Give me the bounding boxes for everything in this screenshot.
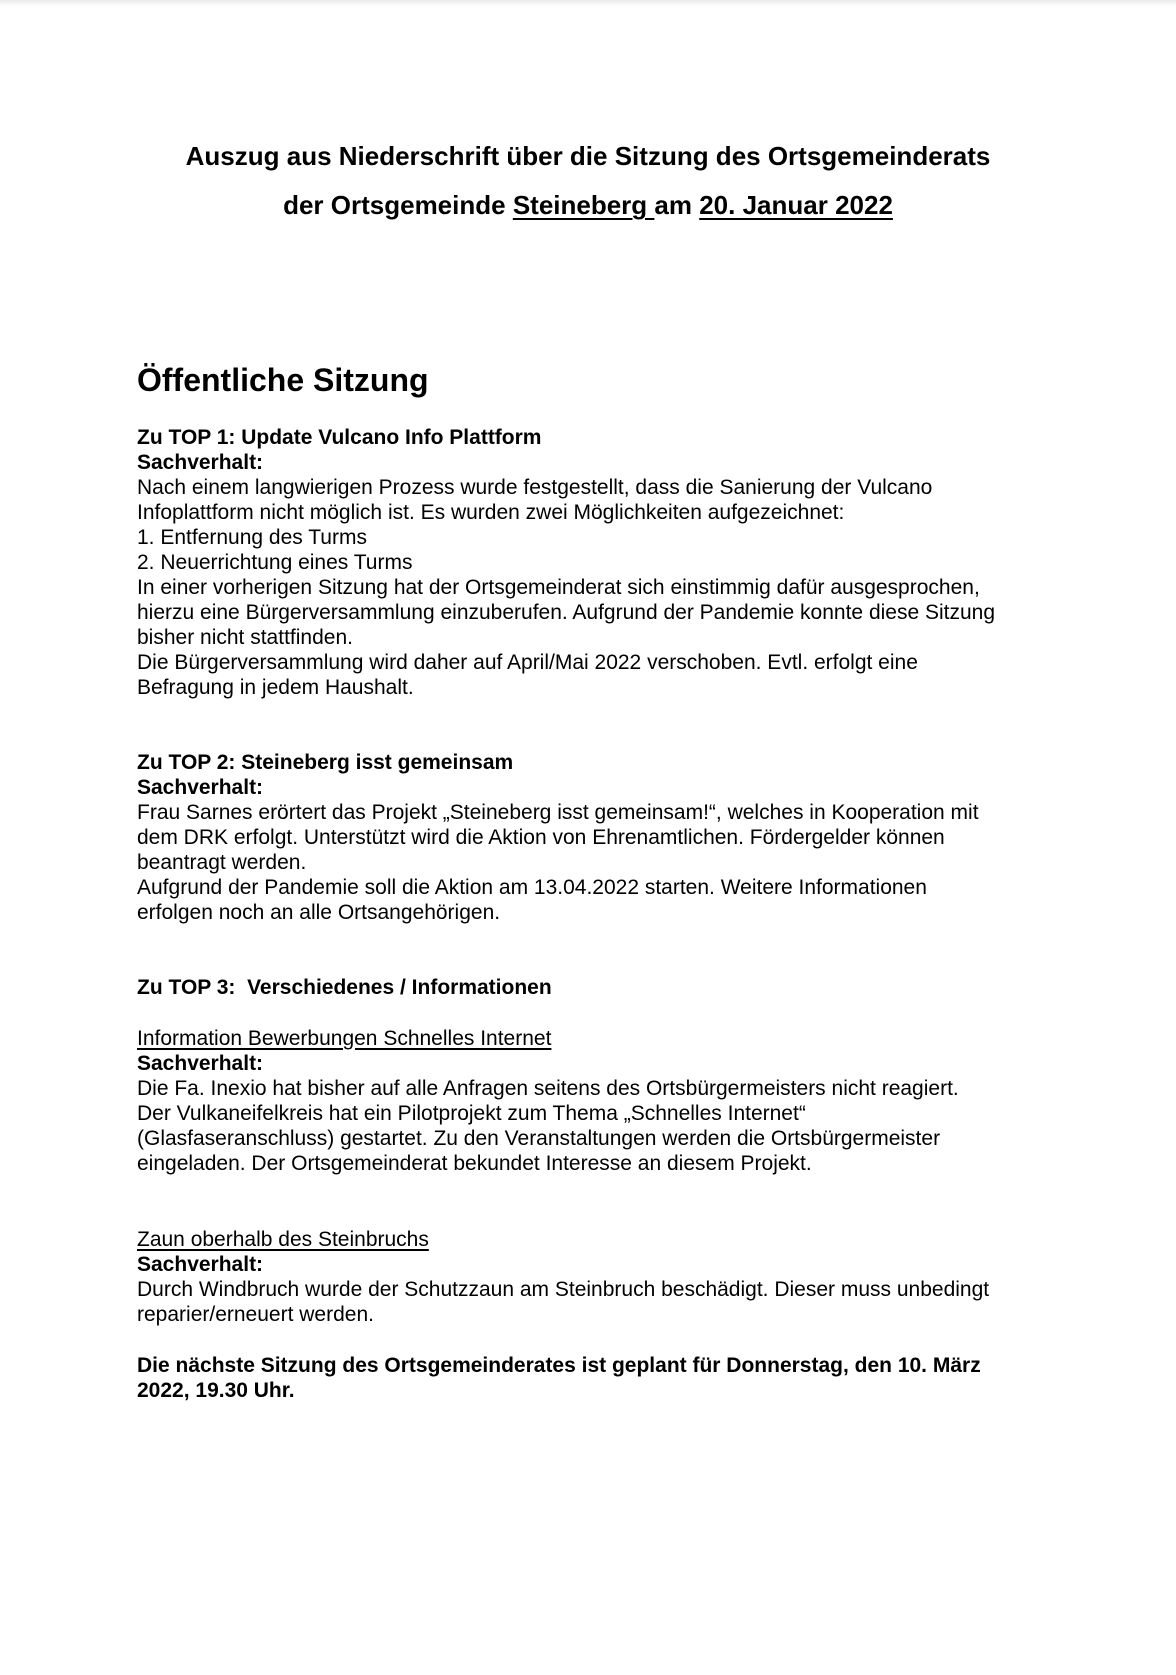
- next-meeting-line: Die nächste Sitzung des Ortsgemeinderates ist geplant für Donnerstag, den 10. März: [137, 1354, 981, 1377]
- top-3-heading: Zu TOP 3: Verschiedenes / Informationen: [137, 976, 552, 999]
- top-1-heading: Zu TOP 1: Update Vulcano Info Plattform: [137, 426, 542, 449]
- text-line: bisher nicht stattfinden.: [137, 626, 353, 649]
- text-line: 2. Neuerrichtung eines Turms: [137, 551, 413, 574]
- text-line: dem DRK erfolgt. Unterstützt wird die Aktion von Ehrenamtlichen. Fördergelder können: [137, 826, 945, 849]
- text-line: erfolgen noch an alle Ortsangehörigen.: [137, 901, 501, 924]
- top-1-label: Sachverhalt:: [137, 451, 264, 474]
- top-1: [137, 425, 1057, 700]
- text-line: Befragung in jedem Haushalt.: [137, 676, 414, 699]
- text-line: Infoplattform nicht möglich ist. Es wurden zwei Möglichkeiten aufgezeichnet:: [137, 501, 845, 524]
- text-line: hierzu eine Bürgerversammlung einzuberufen. Aufgrund der Pandemie konnte diese Sitzung: [137, 601, 996, 624]
- title-prefix: der Ortsgemeinde: [283, 190, 513, 220]
- top-3-item-2-title: Zaun oberhalb des Steinbruchs: [137, 1228, 429, 1251]
- top-3-item-1-label: Sachverhalt:: [137, 1052, 264, 1075]
- text-line: beantragt werden.: [137, 851, 307, 874]
- text-line: In einer vorherigen Sitzung hat der Ortsgemeinderat sich einstimmig dafür ausgesprochen,: [137, 576, 980, 599]
- page-edge: [0, 0, 1176, 6]
- title-middle: am: [654, 190, 700, 220]
- text-line: Der Vulkaneifelkreis hat ein Pilotprojekt zum Thema „Schnelles Internet“: [137, 1102, 806, 1125]
- minutes-body: [137, 425, 1057, 1403]
- top-2-label: Sachverhalt:: [137, 776, 264, 799]
- next-meeting-line: 2022, 19.30 Uhr.: [137, 1379, 295, 1402]
- meeting-date: 20. Januar 2022: [699, 190, 893, 220]
- section-title: Öffentliche Sitzung: [137, 362, 429, 398]
- text-line: Die Bürgerversammlung wird daher auf April/Mai 2022 verschoben. Evtl. erfolgt eine: [137, 651, 918, 674]
- top-2-heading: Zu TOP 2: Steineberg isst gemeinsam: [137, 751, 514, 774]
- top-2: [137, 750, 1057, 925]
- title-line-1: Auszug aus Niederschrift über die Sitzung des Ortsgemeinderats: [185, 141, 991, 171]
- text-line: (Glasfaseranschluss) gestartet. Zu den Veranstaltungen werden die Ortsbürgermeister: [137, 1127, 941, 1150]
- text-line: Die Fa. Inexio hat bisher auf alle Anfragen seitens des Ortsbürgermeisters nicht reagiert.: [137, 1077, 959, 1100]
- text-line: 1. Entfernung des Turms: [137, 526, 367, 549]
- top-3-item-2-label: Sachverhalt:: [137, 1253, 264, 1276]
- municipality-name: Steineberg: [512, 190, 655, 220]
- top-3-item-1-title: Information Bewerbungen Schnelles Internet: [137, 1027, 552, 1050]
- text-line: Frau Sarnes erörtert das Projekt „Steineberg isst gemeinsam!“, welches in Kooperation mit: [137, 801, 979, 824]
- top-3: [137, 975, 1057, 1327]
- title-line-2: [0, 181, 1176, 230]
- text-line: Nach einem langwierigen Prozess wurde festgestellt, dass die Sanierung der Vulcano: [137, 476, 933, 499]
- text-line: Durch Windbruch wurde der Schutzzaun am Steinbruch beschädigt. Dieser muss unbedingt: [137, 1278, 990, 1301]
- text-line: eingeladen. Der Ortsgemeinderat bekundet Interesse an diesem Projekt.: [137, 1152, 812, 1175]
- next-meeting: [137, 1353, 1057, 1403]
- document-title: [0, 132, 1176, 230]
- text-line: reparier/erneuert werden.: [137, 1303, 374, 1326]
- text-line: Aufgrund der Pandemie soll die Aktion am 13.04.2022 starten. Weitere Informationen: [137, 876, 927, 899]
